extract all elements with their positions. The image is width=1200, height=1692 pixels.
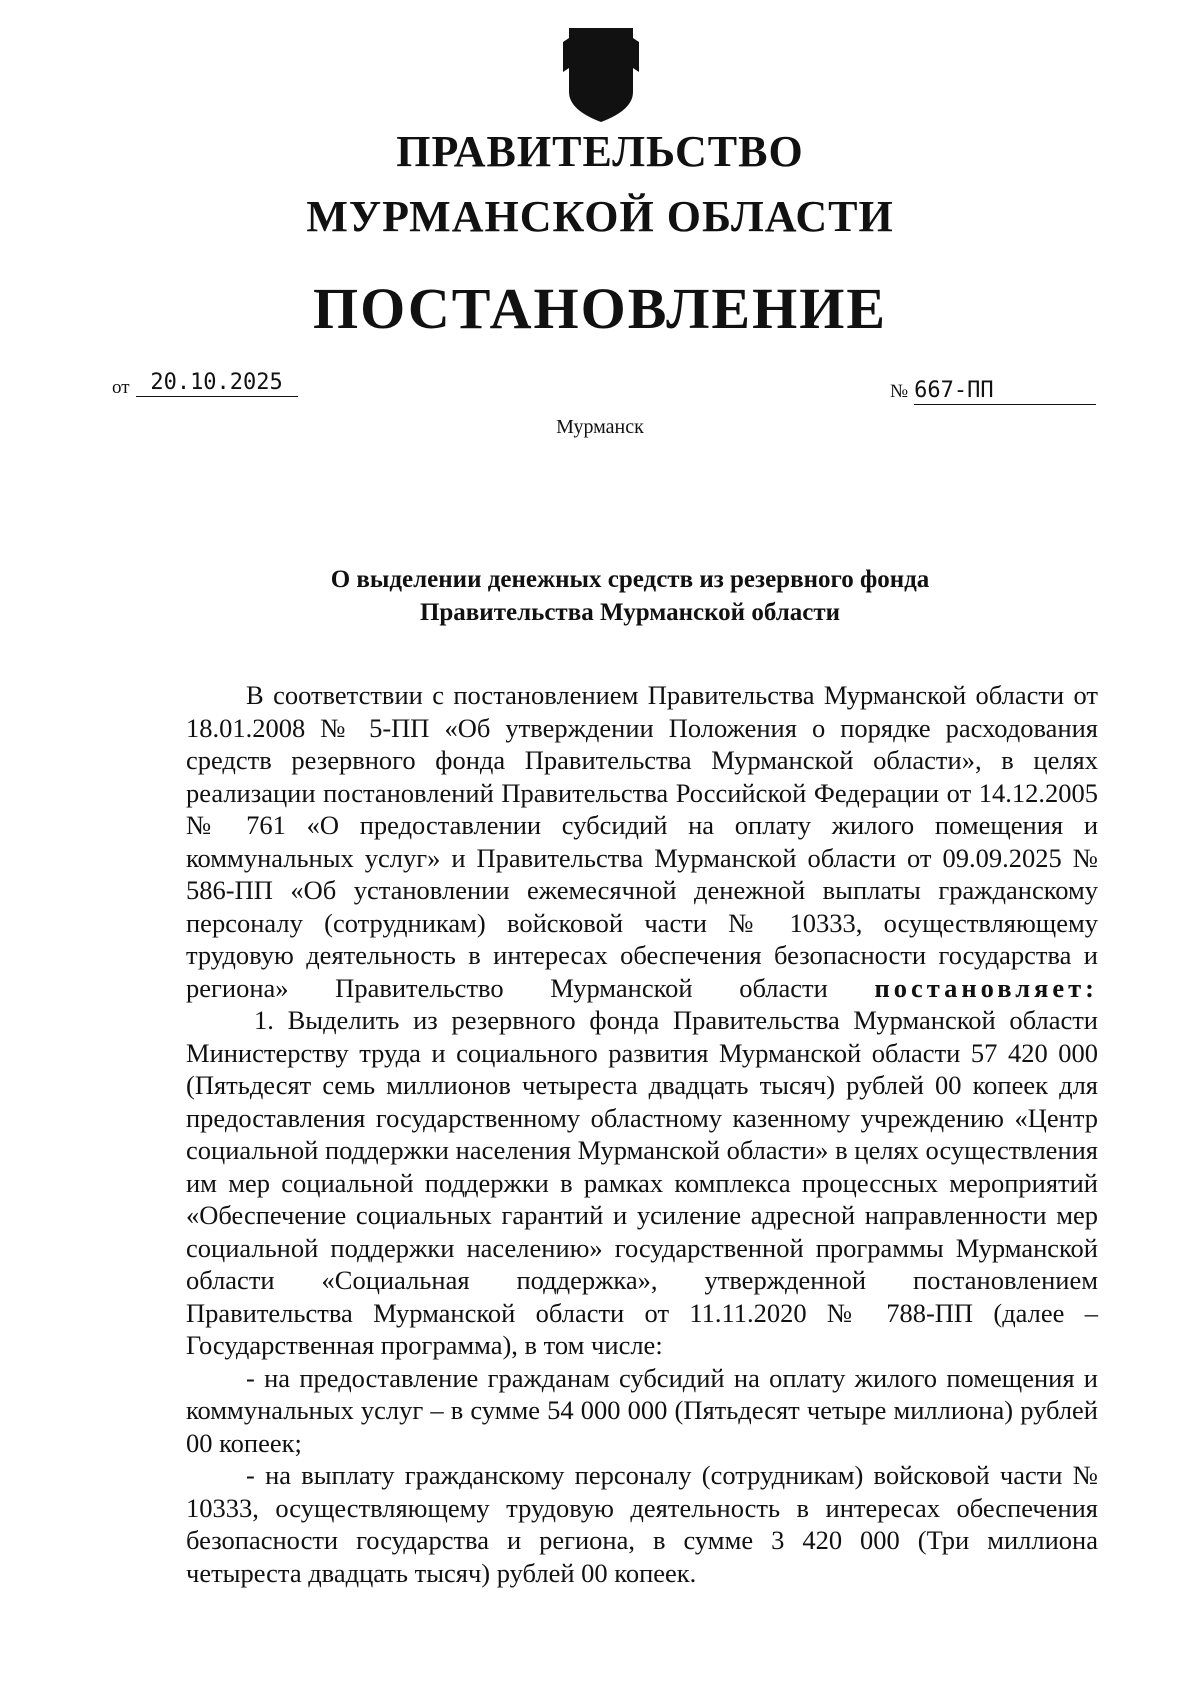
shield-icon [563,28,639,124]
number-value: 667-ПП [914,380,1096,405]
document-date [112,372,298,397]
document-number [890,380,1096,405]
preamble-text: В соответствии с постановлением Правительства Мурманской области от 18.01.2008 № 5-ПП «Об утверждении Положения о порядке расходования средств резервного фонда Правительства Мурманской области», в целях реализации постановлений Правительства Российской Федерации от 14.12.2005 № 761 «О предоставлении субсидий на оплату жилого помещения и коммунальных услуг» и Правительства Мурманской области от 09.09.2025 № 586-ПП «Об установлении ежемесячной денежной выплаты гражданскому персоналу (сотрудникам) войсковой части № 10333, осуществляющему трудовую деятельность в интересах обеспечения безопасности государства и региона» Правительство Мурманской области [186,680,1098,1003]
subitem-2-paragraph: - на выплату гражданскому персоналу (сотрудникам) войсковой части № 10333, осуществляющему трудовую деятельность в интересах обеспечения безопасности государства и региона, в сумме 3 420 000 (Три миллиона четыреста двадцать тысяч) рублей 00 копеек. [186,1460,1098,1588]
organization-name-line1: ПРАВИТЕЛЬСТВО [396,127,804,176]
decree-word: постановляет: [874,972,1098,1003]
date-value: 20.10.2025 [136,372,298,397]
subitem-1-paragraph: - на предоставление гражданам субсидий на оплату жилого помещения и коммунальных услуг – в сумме 54 000 000 (Пятьдесят четыре миллиона) рублей 00 копеек; [186,1362,1098,1458]
coat-of-arms-emblem [563,28,639,124]
preamble-paragraph [186,679,1098,1004]
number-label: № [890,381,909,402]
document-body [186,679,1098,1589]
document-type: ПОСТАНОВЛЕНИЕ [312,276,888,341]
subject-line1: О выделении денежных средств из резервного фонда [330,566,930,593]
subject-line2: Правительства Мурманской области [419,599,841,626]
city-name: Мурманск [556,416,644,438]
document-subject [250,563,1010,629]
date-label: от [112,377,130,398]
organization-name-line2: МУРМАНСКОЙ ОБЛАСТИ [306,192,894,241]
item-1-paragraph: 1. Выделить из резервного фонда Правительства Мурманской области Министерству труда и социального развития Мурманской области 57 420 000 (Пятьдесят семь миллионов четыреста двадцать тысяч) рублей 00 копеек для предоставления государственному областному казенному учреждению «Центр социальной поддержки населения Мурманской области» в целях осуществления им мер социальной поддержки в рамках комплекса процессных мероприятий «Обеспечение социальных гарантий и усиление адресной направленности мер социальной поддержки населению» государственной программы Мурманской области «Социальная поддержка», утвержденной постановлением Правительства Мурманской области от 11.11.2020 № 788-ПП (далее – Государственная программа), в том числе: [186,1005,1098,1360]
